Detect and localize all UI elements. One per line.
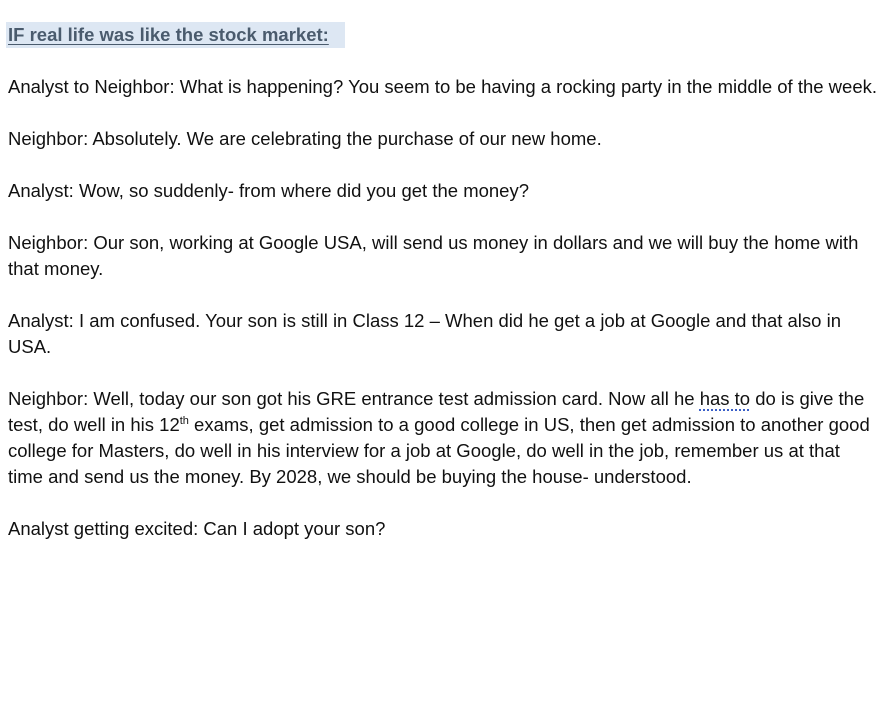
spacer xyxy=(8,152,878,178)
paragraph-5: Analyst: I am confused. Your son is still in Class 12 – When did he get a job at Google and that also in USA. xyxy=(8,310,841,357)
paragraph-3: Analyst: Wow, so suddenly- from where did you get the money? xyxy=(8,180,530,201)
spacer xyxy=(8,100,878,126)
paragraph-6 xyxy=(8,386,878,490)
document-title: IF real life was like the stock market: xyxy=(6,22,345,48)
paragraph-1: Analyst to Neighbor: What is happening? You seem to be having a rocking party in the middle of the week. xyxy=(8,76,878,97)
spacer xyxy=(8,282,878,308)
closing-line: Analyst getting excited: Can I adopt your son? xyxy=(8,518,386,539)
document-body xyxy=(8,22,878,542)
paragraph-6-text-1: Neighbor: Well, today our son got his GRE entrance test admission card. Now all he xyxy=(8,388,700,409)
spacer xyxy=(8,360,878,386)
spacer xyxy=(8,490,878,516)
grammar-flag[interactable]: has to xyxy=(699,388,751,409)
paragraph-2: Neighbor: Absolutely. We are celebrating the purchase of our new home. xyxy=(8,128,602,149)
paragraph-6-text-3: exams, get admission to a good college in US, then get admission to another good college for Masters, do well in his interview for a job at Google, do well in the job, remember us at that time and send us the money. By 2028, we should be buying the house- understood. xyxy=(8,414,870,487)
spacer xyxy=(8,48,878,74)
paragraph-6-text-2: do is give the test, do well in his 12 xyxy=(8,388,865,435)
paragraph-4: Neighbor: Our son, working at Google USA, will send us money in dollars and we will buy the home with that money. xyxy=(8,232,859,279)
spacer xyxy=(8,204,878,230)
superscript-th: th xyxy=(179,414,189,427)
